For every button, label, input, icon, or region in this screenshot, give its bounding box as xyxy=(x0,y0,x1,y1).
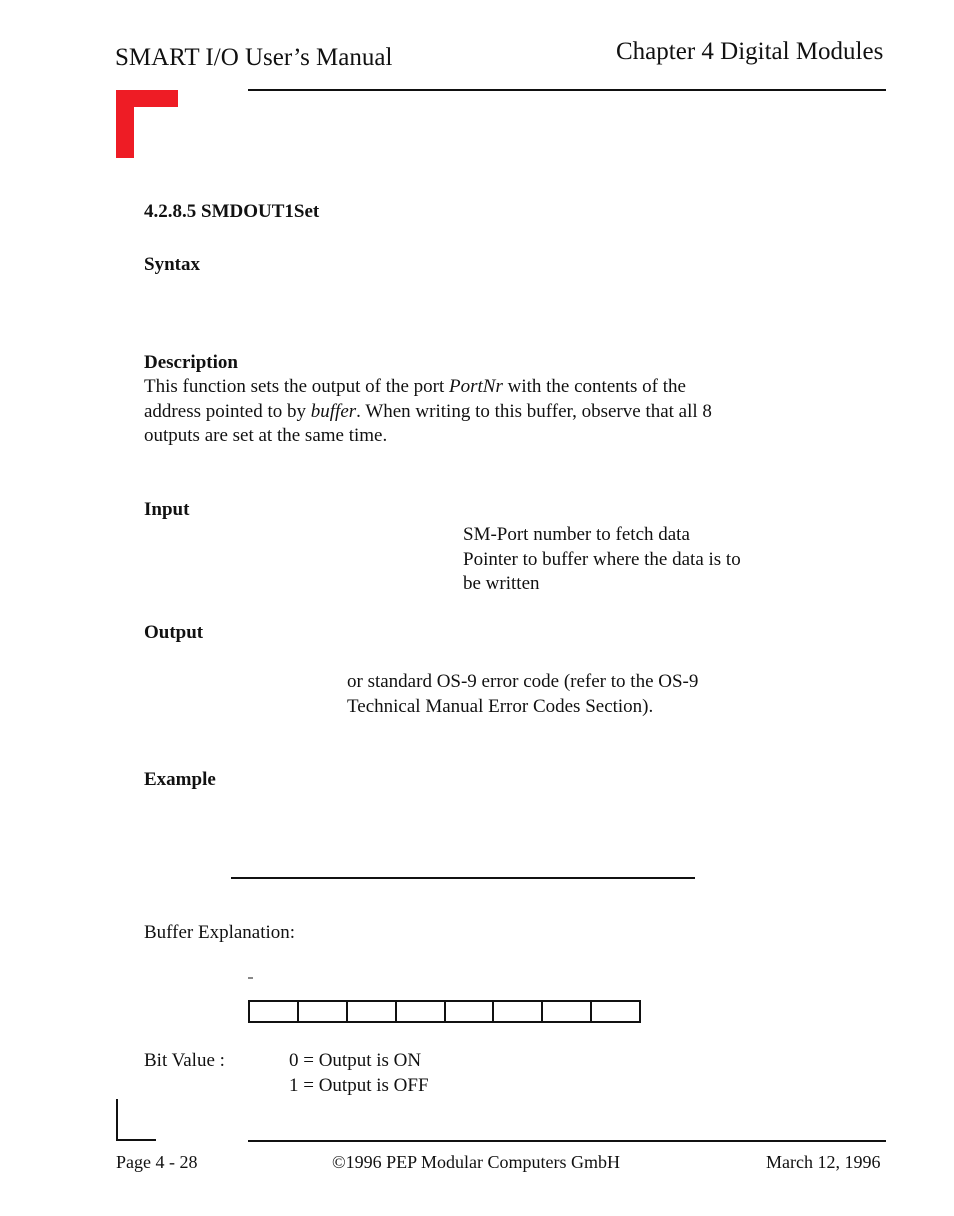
description-text-fragment: with the contents of the xyxy=(502,376,686,397)
manual-title: SMART I/O User’s Manual xyxy=(115,44,393,71)
bit-cell xyxy=(591,1001,640,1022)
bit-cell xyxy=(542,1001,591,1022)
example-heading: Example xyxy=(144,769,216,790)
param-portnr: PortNr xyxy=(449,376,503,397)
page-number: Page 4 - 28 xyxy=(116,1152,198,1172)
input-heading: Input xyxy=(144,499,190,520)
bit-cell xyxy=(493,1001,542,1022)
description-line xyxy=(144,400,712,425)
bit-cell xyxy=(347,1001,396,1022)
bit-marker xyxy=(248,977,253,979)
description-text-fragment: address pointed to by xyxy=(144,400,311,422)
footer-corner-horizontal xyxy=(116,1139,156,1141)
header-rule xyxy=(248,89,886,91)
description-text-fragment: outputs are set at the same time. xyxy=(144,425,388,446)
syntax-heading: Syntax xyxy=(144,254,200,275)
example-rule xyxy=(231,877,695,879)
description-text xyxy=(144,375,712,449)
bit-value-label: Bit Value : xyxy=(144,1050,225,1071)
description-line xyxy=(144,424,712,449)
description-line xyxy=(144,375,712,400)
bit-cell xyxy=(396,1001,445,1022)
bit-value-list xyxy=(289,1049,429,1098)
buffer-explanation-label: Buffer Explanation: xyxy=(144,922,296,943)
param-buffer: buffer xyxy=(310,400,357,422)
section-title: 4.2.8.5 SMDOUT1Set xyxy=(144,201,320,222)
output-heading: Output xyxy=(144,622,204,643)
input-line: be written xyxy=(463,573,540,594)
bit-cell xyxy=(298,1001,347,1022)
input-line: SM-Port number to fetch data xyxy=(463,524,690,545)
footer-corner-vertical xyxy=(116,1099,118,1141)
chapter-title: Chapter 4 Digital Modules xyxy=(616,38,884,65)
bit-layout-table xyxy=(248,1000,641,1023)
description-text-fragment: This function sets the output of the port xyxy=(144,376,450,397)
input-description xyxy=(463,523,741,597)
copyright: ©1996 PEP Modular Computers GmbH xyxy=(332,1152,621,1172)
description-heading: Description xyxy=(144,352,238,373)
corner-mark-vertical xyxy=(116,90,134,158)
footer-rule xyxy=(248,1140,886,1142)
input-line: Pointer to buffer where the data is to xyxy=(463,548,741,570)
bit-row xyxy=(249,1001,640,1022)
bit-cell xyxy=(249,1001,298,1022)
output-line: or standard OS-9 error code (refer to the OS-9 xyxy=(347,671,699,692)
bit-value-item: 0 = Output is ON xyxy=(289,1050,422,1071)
description-text-fragment: . When writing to this buffer, observe that all 8 xyxy=(356,400,712,422)
bit-cell xyxy=(445,1001,494,1022)
publication-date: March 12, 1996 xyxy=(766,1152,881,1172)
bit-value-item: 1 = Output is OFF xyxy=(289,1074,429,1096)
output-description xyxy=(347,670,698,719)
output-line: Technical Manual Error Codes Section). xyxy=(347,695,654,717)
